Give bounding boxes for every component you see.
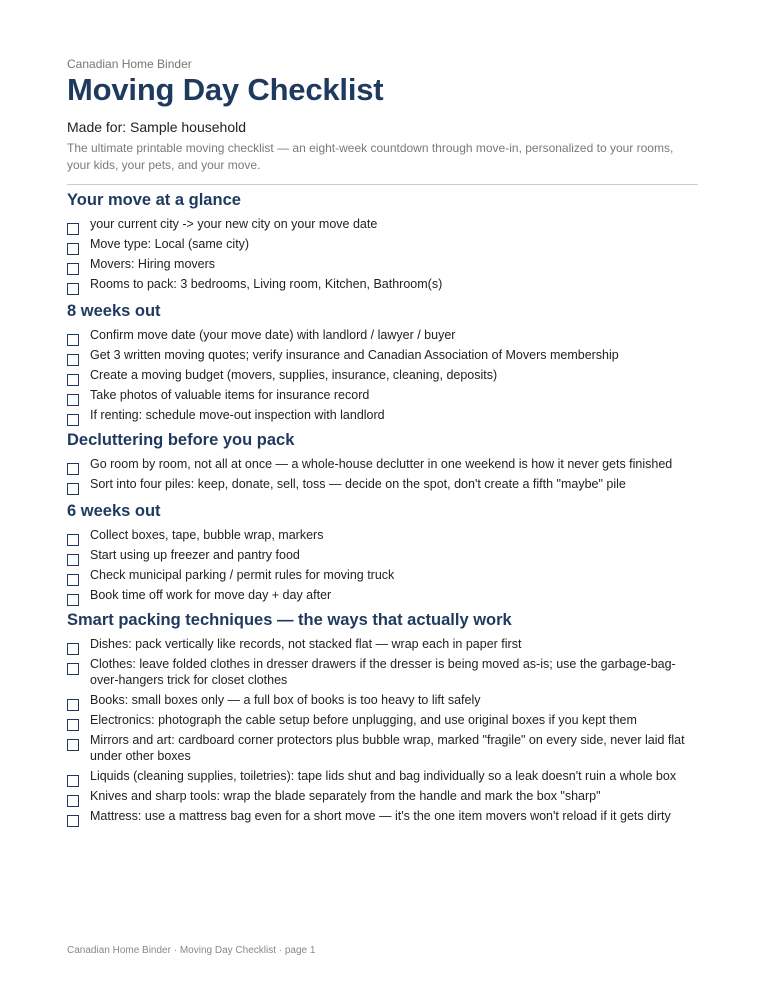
brand-label: Canadian Home Binder bbox=[67, 57, 192, 71]
checkbox[interactable] bbox=[67, 243, 79, 255]
checkbox[interactable] bbox=[67, 223, 79, 235]
checkbox[interactable] bbox=[67, 414, 79, 426]
checklist-item bbox=[67, 407, 698, 423]
checklist-item-text: Liquids (cleaning supplies, toiletries): tape lids shut and bag individually so a leak doesn't ruin a whole box bbox=[90, 769, 677, 783]
checkbox[interactable] bbox=[67, 594, 79, 606]
checkbox[interactable] bbox=[67, 663, 79, 675]
checklist-item-text: Book time off work for move day + day after bbox=[90, 588, 332, 602]
checklist-item bbox=[67, 327, 698, 343]
section-heading: 8 weeks out bbox=[67, 302, 161, 320]
checkbox[interactable] bbox=[67, 699, 79, 711]
section-decluttering-before-you-pack bbox=[67, 429, 698, 492]
checklist-item bbox=[67, 256, 698, 272]
checkbox[interactable] bbox=[67, 283, 79, 295]
checklist-item bbox=[67, 656, 698, 688]
checklist-item-text: Books: small boxes only — a full box of books is too heavy to lift safely bbox=[90, 693, 481, 707]
checklist-item-text: Check municipal parking / permit rules for moving truck bbox=[90, 568, 395, 582]
checkbox[interactable] bbox=[67, 334, 79, 346]
checklist-item bbox=[67, 236, 698, 252]
checklist-item bbox=[67, 636, 698, 652]
section-8-weeks-out bbox=[67, 300, 698, 423]
checkbox[interactable] bbox=[67, 795, 79, 807]
checklist-item-text: Create a moving budget (movers, supplies, insurance, cleaning, deposits) bbox=[90, 368, 498, 382]
made-for-label: Made for: Sample household bbox=[67, 119, 246, 135]
checklist bbox=[67, 527, 698, 603]
page-footer: Canadian Home Binder · Moving Day Checklist · page 1 bbox=[67, 945, 316, 956]
checklist-item bbox=[67, 367, 698, 383]
checkbox[interactable] bbox=[67, 374, 79, 386]
section-your-move-at-a-glance bbox=[67, 189, 698, 292]
checkbox[interactable] bbox=[67, 775, 79, 787]
checklist-item-text: Get 3 written moving quotes; verify insurance and Canadian Association of Movers membership bbox=[90, 348, 619, 362]
section-6-weeks-out bbox=[67, 500, 698, 603]
checklist-item-text: Movers: Hiring movers bbox=[90, 257, 216, 271]
checklist-item bbox=[67, 587, 698, 603]
checkbox[interactable] bbox=[67, 354, 79, 366]
checklist-item-text: your current city -> your new city on your move date bbox=[90, 217, 378, 231]
checklist-item bbox=[67, 567, 698, 583]
checklist-item bbox=[67, 547, 698, 563]
checkbox[interactable] bbox=[67, 574, 79, 586]
checklist-item bbox=[67, 712, 698, 728]
checklist-item bbox=[67, 347, 698, 363]
section-heading: Smart packing techniques — the ways that actually work bbox=[67, 611, 512, 629]
section-smart-packing-techniques-the-ways-that-a bbox=[67, 609, 698, 824]
checklist-item-text: Rooms to pack: 3 bedrooms, Living room, Kitchen, Bathroom(s) bbox=[90, 277, 443, 291]
section-heading: Decluttering before you pack bbox=[67, 431, 295, 449]
checklist-item-text: If renting: schedule move-out inspection with landlord bbox=[90, 408, 385, 422]
checkbox[interactable] bbox=[67, 483, 79, 495]
sections-container bbox=[67, 189, 698, 824]
checkbox[interactable] bbox=[67, 815, 79, 827]
header-divider bbox=[67, 184, 698, 185]
checklist bbox=[67, 456, 698, 492]
checklist-item-text: Dishes: pack vertically like records, not stacked flat — wrap each in paper first bbox=[90, 637, 522, 651]
checklist-item bbox=[67, 527, 698, 543]
checklist-item bbox=[67, 216, 698, 232]
checkbox[interactable] bbox=[67, 554, 79, 566]
checklist-item-text: Electronics: photograph the cable setup before unplugging, and use original boxes if you kept them bbox=[90, 713, 637, 727]
checkbox[interactable] bbox=[67, 534, 79, 546]
checklist-item bbox=[67, 692, 698, 708]
checkbox[interactable] bbox=[67, 263, 79, 275]
checklist-item-text: Knives and sharp tools: wrap the blade separately from the handle and mark the box "sharp" bbox=[90, 789, 601, 803]
checklist-item bbox=[67, 732, 698, 764]
page-title: Moving Day Checklist bbox=[67, 72, 384, 107]
checklist-item-text: Mirrors and art: cardboard corner protectors plus bubble wrap, marked "fragile" on every side, never laid flat under other boxes bbox=[90, 733, 685, 763]
checklist-item-text: Move type: Local (same city) bbox=[90, 237, 250, 251]
checklist-item bbox=[67, 768, 698, 784]
checklist-item-text: Start using up freezer and pantry food bbox=[90, 548, 300, 562]
intro-text: The ultimate printable moving checklist — an eight-week countdown through move-in, personalized to your rooms, your kids, your pets, and your move. bbox=[67, 141, 674, 172]
checklist bbox=[67, 636, 698, 824]
checklist bbox=[67, 327, 698, 423]
checkbox[interactable] bbox=[67, 719, 79, 731]
checklist-item-text: Go room by room, not all at once — a whole-house declutter in one weekend is how it never gets finished bbox=[90, 457, 673, 471]
checkbox[interactable] bbox=[67, 463, 79, 475]
checklist-item bbox=[67, 788, 698, 804]
checklist-page bbox=[67, 57, 698, 824]
checkbox[interactable] bbox=[67, 739, 79, 751]
checkbox[interactable] bbox=[67, 643, 79, 655]
checklist-item-text: Confirm move date (your move date) with landlord / lawyer / buyer bbox=[90, 328, 456, 342]
checklist-item bbox=[67, 808, 698, 824]
checklist-item-text: Take photos of valuable items for insurance record bbox=[90, 388, 370, 402]
checklist bbox=[67, 216, 698, 292]
checklist-item-text: Clothes: leave folded clothes in dresser drawers if the dresser is being moved as-is; use the garbage-bag-over-hangers trick for closet clothes bbox=[90, 657, 676, 687]
checklist-item-text: Mattress: use a mattress bag even for a short move — it's the one item movers won't reload if it gets dirty bbox=[90, 809, 671, 823]
checklist-item bbox=[67, 276, 698, 292]
checklist-item bbox=[67, 456, 698, 472]
checkbox[interactable] bbox=[67, 394, 79, 406]
checklist-item-text: Collect boxes, tape, bubble wrap, markers bbox=[90, 528, 324, 542]
checklist-item bbox=[67, 476, 698, 492]
checklist-item-text: Sort into four piles: keep, donate, sell, toss — decide on the spot, don't create a fifth "maybe" pile bbox=[90, 477, 626, 491]
checklist-item bbox=[67, 387, 698, 403]
section-heading: Your move at a glance bbox=[67, 191, 241, 209]
section-heading: 6 weeks out bbox=[67, 502, 161, 520]
